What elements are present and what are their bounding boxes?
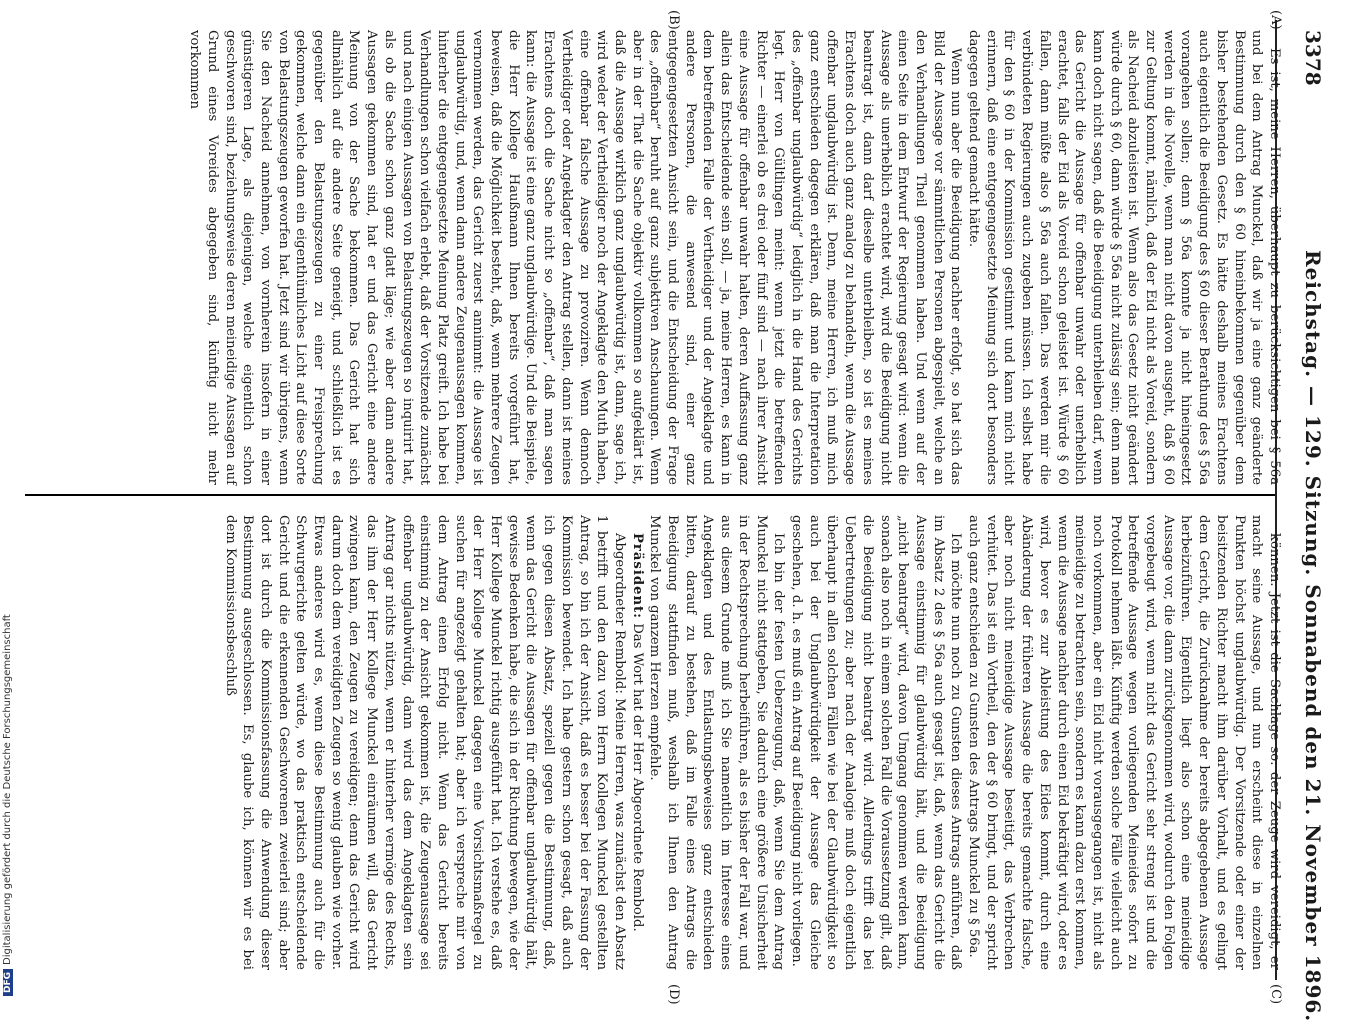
paragraph: Abgeordneter Rembold: Meine Herren, was zunächst den Absatz 1 betrifft und den dazu vom Herrn Kollegen Munckel gestellten Antrag, so bin ich der Ansicht, daß es besser bei der Fassung der Kommission bewendet. Ich habe gestern schon gesagt, daß auch ich gegen diesen Absatz, speziell gegen die Bestimmung, daß, wenn das Gericht die Aussagen für offenbar unglaubwürdig hält, gewisse Bedenken habe, die sich in der Richtung bewegen, wie der Herr Kollege Munckel richtig ausgeführt hat. Ich verstehe es, daß der Herr Kollege Munckel dagegen eine Vorsichtsmaßregel zu suchen für angezeigt gehalten hat; aber ich verspreche mir von dem Antrag einen Erfolg nicht. Wenn das Gericht bereits einstimmig zu der Ansicht gekommen ist, die Zeugenaussage sei offenbar unglaubwürdig, dann wird das dem Angeklagten sein Antrag gar nichts nützen, wenn er hinterher vermöge des Rechts, das ihm der Herr Kollege Munckel einräumen will, das Gericht zwingen kann, den Zeugen zu vereidigen; denn das Gericht wird darum doch dem vereidigten Zeugen so wenig glauben wie vorher. Etwas anderes wird es, wenn diese Bestimmung auch für die Schwurgerichte gelten würde, wo das praktisch entscheidende Gericht und die erkennenden Geschworenen zweierlei sind; aber dort ist durch die Kommissionsfassung die Anwendung dieser Bestimmung ausgeschlossen. Es, glaube ich, können wir es bei dem Kommissionsbeschluß [222, 515, 627, 970]
dfg-logo: DFG [3, 969, 13, 996]
footer-strip [0, 0, 16, 1000]
paragraph: Ich bin der festen Ueberzeugung, daß, wenn Sie dem Antrag Munckel nicht stattgeben, Sie dadurch eine größere Unsicherheit in der Rechtsprechung herbeiführen, als es bisher der Fall war, und aus diesem Grunde muß ich Sie namentlich im Interesse eines Angeklagten und des Entlastungsbeweises ganz entschieden bitten, darauf zu bestehen, daß im Falle eines Antrags die Beeidigung stattfinden muß, weshalb ich Ihnen den Antrag Munckel von ganzem Herzen empfehle. [647, 515, 787, 970]
digitization-credit [2, 0, 16, 996]
margin-mark-c: (C) [1268, 984, 1283, 1005]
statement-text: Das Wort hat der Herr Abgeordnete Rembold. [629, 623, 645, 932]
right-column [221, 515, 1283, 970]
page-number: 3378 [1301, 30, 1325, 86]
paragraph: Ich möchte nun noch zu Gunsten dieses Antrags anführen, daß im Absatz 2 des § 56a auch gesagt ist, daß, wenn das Gericht die Aussage einstimmig für glaubwürdig hält, und die Beeidigung „nicht beantragt“ wird, davon Umgang genommen werden kann, sonach also noch in einem solchen Fall die Voraussetzung gilt, daß die Beeidigung nicht beantragt wird. Allerdings trifft das bei Uebertretungen zu; aber nach der Analogie muß doch eigentlich überhaupt in allen solchen Fällen wie bei der Glaubwürdigkeit so auch bei der Unglaubwürdigkeit der Aussage das Gleiche geschehen, d. h. es muß ein Antrag auf Beeidigung nicht vorliegen. [789, 515, 964, 970]
page-header [1291, 0, 1325, 1022]
left-column [185, 30, 1283, 485]
president-statement [628, 515, 646, 970]
running-title: Reichstag. — 129. Sitzung. Sonnabend den 21. November 1896. [1301, 250, 1325, 1022]
margin-mark-b: (B) [666, 10, 681, 30]
column-divider [25, 494, 1275, 496]
paragraph: können. Jetzt ist die Sachlage so: der Zeuge wird vereidigt, er macht seine Aussage, und nun erscheint diese in einzelnen Punkten höchst unglaubwürdig. Der Vorsitzende oder einer der beisitzenden Richter macht ihm darüber Vorhalt, und es gelingt dem Gericht, die Zurücknahme der bereits abgegebenen Aussage herbeizuführen. Eigentlich liegt also schon eine meineidige Aussage vor, die dann zurückgenommen wird, wodurch den Folgen vorgebeugt wird, wenn nicht das Gericht sehr streng ist und die betreffende Aussage wegen vorliegenden Meineides sofort zu Protokoll nehmen läßt. Künftig werden solche Fälle vielleicht auch noch vorkommen, aber ein Eid nicht vorausgegangen ist, nicht als meineidige zu betrachten sein, sondern es kann dazu erst kommen, wenn die Aussage nachher durch einen Eid bekräftigt wird, oder es wird, bevor es zur Ableistung des Eides kommt, durch eine Abänderung der früheren Aussage die bereits gemachte falsche, aber noch nicht meineidige Aussage beseitigt, das Verbrechen verhütet. Das ist ein Vortheil, den der § 60 bringt, und der spricht auch ganz entschieden zu Gunsten des Antrags Munckel zu § 56a. [966, 515, 1282, 970]
credit-text: Digitalisierung gefördert durch die Deutsche Forschungsgemeinschaft [2, 614, 13, 965]
margin-mark-d: (D) [666, 984, 681, 1005]
paragraph: Es ist, meine Herren, überhaupt zu berücksichtigen bei § 56a und bei dem Antrag Munckel, daß wir ja eine ganz geänderte Bestimmung durch den § 60 hineinbekommen gegenüber dem bisher bestehenden Gesetz. Es hätte deshalb meines Erachtens auch eigentlich die Beeidigung des § 60 dieser Berathung des § 56a vorangehen sollen; denn § 56a konnte ja nicht hineingesetzt werden in die Novelle, wenn man nicht davon ausgeht, daß § 60 zur Geltung kommt, nämlich, daß der Eid nicht als Voreid, sondern als Nacheid abzuleisten ist. Wenn also das Gesetz nicht geändert würde durch § 60, dann würde § 56a nicht zulässig sein; denn man kann doch nicht sagen, daß die Beeidigung unterbleiben darf, wenn das Gericht die Aussage für offenbar unwahr oder unerheblich erachtet, falls der Eid als Voreid schon geleistet ist. Würde § 60 fallen, dann müßte also § 56a auch fallen. Das werden mir die verbündeten Regierungen auch zugeben müssen. Ich selbst habe für den § 60 in der Kommission gestimmt und kann mich nicht erinnern, daß eine entgegengesetzte Meinung sich dort besonders dagegen geltend gemacht hätte. [966, 30, 1282, 486]
paragraph: Wenn nun aber die Beeidigung nachher erfolgt, so hat sich das Bild der Aussage vor sämmtlichen Personen abgespielt, welche an den Verhandlungen Theil genommen haben. Und wenn auf der einen Seite in dem Entwurf der Regierung gesagt wird: wenn die Aussage als unerheblich erachtet wird, wird die Beeidigung nicht beantragt ist, dann darf dieselbe unterbleiben, so ist es meines Erachtens doch auch ganz analog zu behandeln, wenn die Aussage offenbar unglaubwürdig ist. Denn, meine Herren, ich muß mich ganz entschieden dagegen erklären, daß man die Interpretation des „offenbar unglaubwürdig“ lediglich in die Hand des Gerichts legt. Herr von Gültlingen meint: wenn jetzt die betreffenden Richter — einerlei ob es drei oder fünf sind — nach ihrer Ansicht eine Aussage für offenbar unwahr halten, deren Auffassung ganz allein das Entscheidende sein soll, — ja, meine Herren, es kann in dem betreffenden Falle der Vertheidiger und der Angeklagte und andere Personen, die anwesend sind, einer ganz entgegengesetzten Ansicht sein, und die Entscheidung der Frage des „offenbar“ beruht auf ganz subjektiven Anschauungen. Wenn aber in der That die Sache objektiv vollkommen so aufgeklärt ist, daß die Aussage wirklich ganz unglaubwürdig ist, dann, sage ich, wird weder der Vertheidiger noch der Angeklagte den Muth haben, eine offenbar falsche Aussage zu provoziren. Wenn dennoch Vertheidiger oder Angeklagter den Antrag stellen, dann ist meines Erachtens doch die Sache nicht so „offenbar“, daß man sagen kann: die Aussage ist eine ganz unglaubwürdige. Und die Beispiele, die Herr Kollege Haußmann Ihnen bereits vorgeführt hat, beweisen, daß die Möglichkeit besteht, daß, wenn mehrere Zeugen vernommen werden, das Gericht zuerst annimmt: die Aussage ist unglaubwürdig, und, wenn dann andere Zeugenaussagen kommen, hinterher die entgegengesetzte Meinung Platz greift. Ich habe bei Verhandlungen schon vielfach erlebt, daß der Vorsitzende zunächst und nach einigen Aussagen von Belastungszeugen so inquirirt hat, als ob die Sache schon ganz glatt läge; wie aber dann andere Aussagen gekommen sind, hat er und das Gericht eine andere Meinung von der Sache bekommen. Das Gericht hat sich allmählich auf die andere Seite geneigt, und schließlich ist es gegenüber den Belastungszeugen zu einer Freisprechung gekommen, welche dann ein eigenthümliches Licht auf diese Sorte von Belastungszeugen geworfen hat. Jetzt sind wir übrigens, wenn Sie den Nacheid annehmen, von vornherein insofern in einer günstigeren Lage, als diejenigen, welche eigentlich schon geschworen sind, beziehungsweise deren meineidige Aussagen auf Grund eines Voreides abgegeben sind, künftig nicht mehr vorkommen [187, 30, 964, 485]
speaker-label: Präsident: [629, 533, 645, 620]
margin-mark-a: (A) [1268, 10, 1283, 30]
